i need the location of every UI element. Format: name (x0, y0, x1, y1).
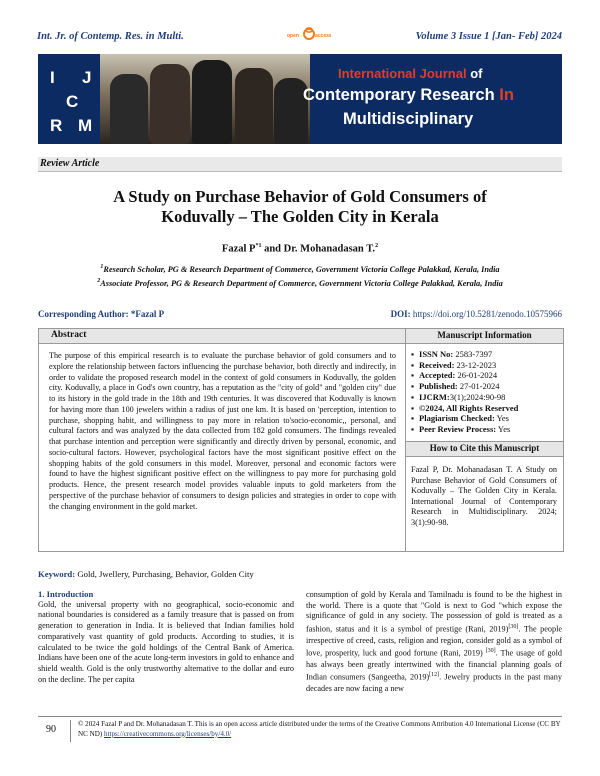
citation-ref[interactable]: [12] (429, 672, 440, 679)
list-item: ▪ Published: 27-01-2024 (411, 381, 561, 392)
abstract-box (38, 328, 564, 552)
list-item: ▪ Plagiarism Checked: Yes (411, 413, 561, 424)
intro-right-column: consumption of gold by Kerala and Tamilnadu is found to be the highest in the world. There is a quote that "Gold is next to God "which expose the significance of gold in any society. The possession of gold is treated as a fashion, status and it is a symbol of prestige (Rani, 2019)[30]. The people irrespective of creed, casts, religion and region, consider gold as a symbol of love, prosperity, luck and good fortune (Rani, 2019) [30]. The usage of gold has always been greatly intertwined with the financial planning goals of Indian consumers (Sangeetha, 2019)[12]. Jewelry products in the past many decades are now facing a new (306, 590, 563, 693)
list-item: ▪ Peer Review Process: Yes (411, 424, 561, 435)
license-link[interactable]: https://creativecommons.org/licenses/by/4.0/ (104, 729, 232, 738)
affiliation-2: $^2$Associate Professor, PG & Research Department of Commerce, Government Victoria College Palakkad, Kerala, India (97, 278, 503, 288)
manuscript-info-heading: Manuscript Information (406, 329, 563, 344)
license-notice: © 2024 Fazal P and Dr. Mohanadasan T. This is an open access article distributed under the terms of the Creative Commons Attribution 4.0 International License (CC BY NC ND) https://creativecommons.org/licenses/by/4.0/ (78, 720, 561, 738)
footer-separator (70, 720, 71, 742)
section-heading: 1. Introduction (38, 589, 94, 599)
journal-short-title: Int. Jr. of Contemp. Res. in Multi. (37, 31, 184, 42)
cite-heading: How to Cite this Manuscript (406, 441, 563, 457)
monogram-letter: C (66, 92, 79, 111)
list-item: ▪ ISSN No: 2583-7397 (411, 349, 561, 360)
citation-ref[interactable]: [30] (485, 648, 496, 655)
article-type-bar (38, 157, 562, 172)
list-item: ▪ Received: 23-12-2023 (411, 360, 561, 371)
journal-banner (38, 54, 562, 144)
cite-text: Fazal P, Dr. Mohanadasan T. A Study on Purchase Behavior of Gold Consumers of Koduvally – The Golden City in Kerala. International Journal of Contemporary Research in Multidisciplinary. 2024; 3(1):90-98. (411, 465, 557, 527)
abstract-heading: Abstract (39, 329, 405, 344)
abstract-text: The purpose of this empirical research is to evaluate the purchase behavior of gold consumers and to explore the relationship between factors influencing the purchase behavior, both directly and indirectly, in order to validate the proposed research model in the context of gold consumers in Koduvally, the golden city. Koduvally, a place in God's own country, has a reputation as the "city of gold" and "golden city" due to its history in the gold trade in the 18th and 19th centuries. It was discovered that Koduvally is known for having more than 100 jewelers within a radius of just one km. It is based on 'perception, intention to purchase, shopping habit, and willingness to pay more in relation to'socio-economic,, personal, and cultural factors and was analyzed by the data collected from 182 gold consumers. The findings revealed that purchase intention and perception were significantly and directly driven by personal, economic, and socio-cultural factors. However, psychological factors have the most significant positive effect on the shopping habits of the gold consumers in this model. Moreover, personal and economic factors were found to have the highest significant positive effect on the willingness to pay more for purchasing gold products. Hence, the present research model provides valuable inputs to gold marketers from the perspective of the purchase behavior of consumers to design policies and strategies in order to cope with the changing environment in the gold market. (49, 351, 396, 511)
svg-text:open: open (287, 33, 299, 39)
article-type: Review Article (40, 158, 100, 169)
graduates-photo (100, 54, 310, 144)
doi-link[interactable]: https://doi.org/10.5281/zenodo.10575966 (412, 309, 562, 319)
list-item: ▪ IJCRM:3(1);2024:90-98 (411, 392, 561, 403)
keywords: Keyword: Gold, Jwellery, Purchasing, Behavior, Golden City (38, 569, 254, 579)
intro-left-column (38, 589, 294, 685)
banner-line-2: Contemporary Research In (303, 86, 514, 104)
banner-line-3: Multidisciplinary (343, 110, 474, 128)
svg-text:access: access (315, 33, 331, 39)
banner-line-1: International Journal of (338, 66, 483, 81)
paper-title: A Study on Purchase Behavior of Gold Consumers of Koduvally – The Golden City in Kerala (113, 187, 487, 226)
list-item: ▪ Accepted: 26-01-2024 (411, 370, 561, 381)
ijcrm-monogram (46, 62, 102, 140)
corresponding-author: Corresponding Author: *Fazal P (38, 309, 165, 319)
open-access-logo (287, 26, 331, 42)
intro-paragraph: Gold, the universal property with no geographical, socio-economic and national boundaries is considered as a family treasure that is passed on from generation to generation in India. It is believed that Indian families hold comparatively vast quantity of gold products. According to studies, it is calculated to be twice the gold holdings of the Central Bank of America. Indians have been one of the acute long-term investors in gold to enhance and shield wealth. Gold is the only trustworthy alternative to the dollar and euro on the decline. The per capita (38, 599, 294, 684)
page-number: 90 (46, 724, 56, 735)
doi: DOI: https://doi.org/10.5281/zenodo.10575966 (390, 309, 562, 319)
affiliation-1: $^1$Research Scholar, PG & Research Department of Commerce, Government Victoria College Palakkad, Kerala, India (100, 264, 500, 274)
monogram-letter: M (78, 116, 93, 135)
authors: Fazal $P^{*1}$ and Dr. Mohanadasan T.$^2$ (221, 243, 379, 255)
manuscript-info-list (411, 349, 561, 435)
citation-ref[interactable]: [30] (508, 624, 519, 631)
footer-divider (38, 716, 562, 717)
list-item: ▪ ©2024, All Rights Reserved (411, 403, 561, 414)
monogram-letter: J (82, 68, 92, 87)
volume-issue: Volume 3 Issue 1 [Jan- Feb] 2024 (415, 31, 562, 42)
monogram-letter: R (50, 116, 63, 135)
monogram-letter: I (50, 68, 55, 87)
